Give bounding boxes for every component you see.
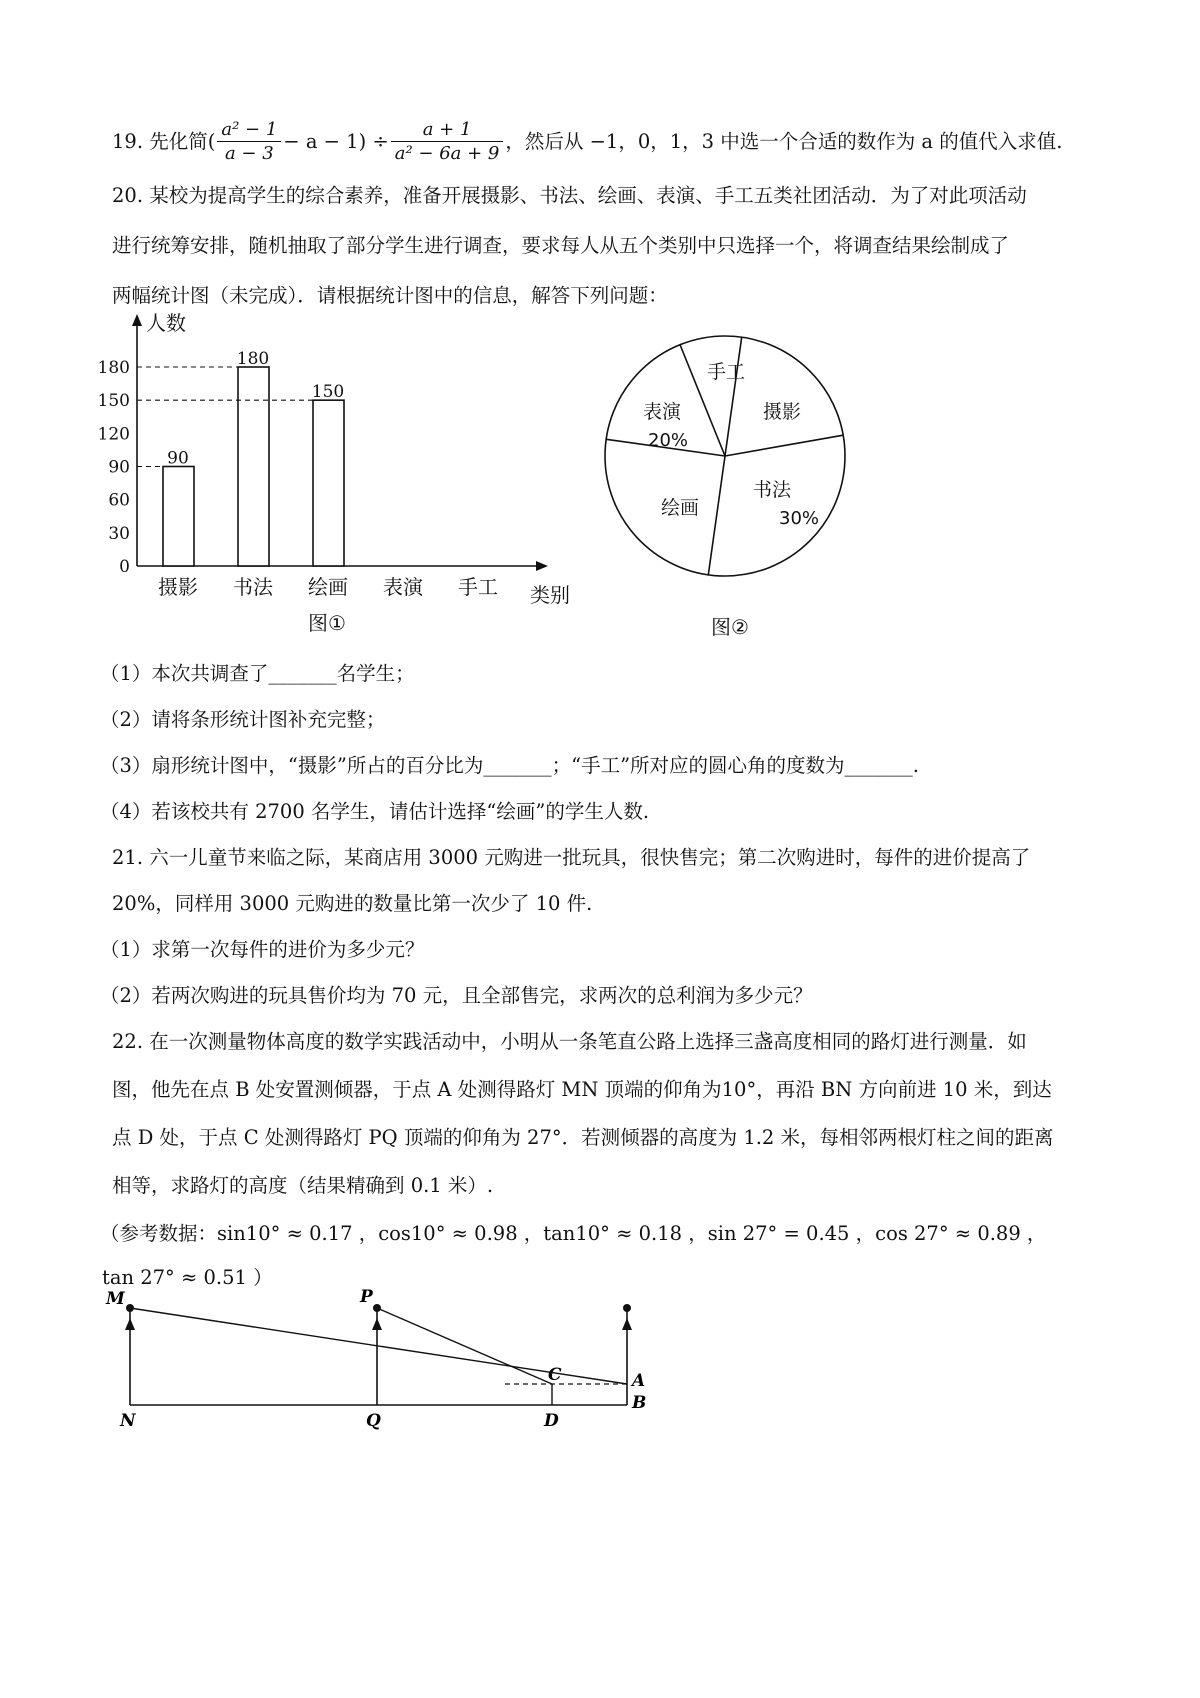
y-tick-label: 30 [108,523,130,544]
bar [163,467,194,567]
q21-sub-2: （2）若两次购进的玩具售价均为 70 元，且全部售完，求两次的总利润为多少元？ [100,984,813,1007]
q22-line-3: 点 D 处，于点 C 处测得路灯 PQ 顶端的仰角为 27°．若测倾器的高度为 1.2 米，每相邻两根灯柱之间的距离 [112,1126,1054,1149]
bars [137,349,344,566]
x-category-label: 手工 [458,575,498,599]
pie-label-biaoyan: 表演 [643,401,682,423]
point-label-a: A [632,1371,646,1391]
point-label-p: P [360,1287,373,1307]
q21-line-2: 20%，同样用 3000 元购进的数量比第一次少了 10 件. [112,892,593,915]
point-label-d: D [544,1411,559,1431]
x-category-label: 表演 [383,575,423,599]
q19-f2-denominator: a² − 6a + 9 [394,143,500,164]
q19-f2-numerator: a + 1 [391,119,504,142]
y-tick-label: 180 [97,358,130,378]
pie-chart [585,332,865,652]
bar-data-label: 150 [311,382,345,403]
q19-post: ，然后从 −1，0，1，3 中选一个合适的数作为 a 的值代入求值. [505,130,1063,153]
q19-f1-denominator: a − 3 [224,143,274,164]
q20-line-3: 两幅统计图（未完成）．请根据统计图中的信息，解答下列问题： [112,284,668,307]
pie-percent-shufa: 30% [779,508,820,529]
y-tick-label: 60 [108,490,130,511]
lamp-pq-arrow [372,1318,382,1330]
pie-label-shougong: 手工 [707,361,746,383]
q19-mid: − a − 1) ÷ [283,130,389,153]
y-tick-label: 0 [119,557,130,577]
streetlamp-figure [100,1287,660,1440]
x-category-label: 摄影 [158,575,198,599]
pie-divider [725,435,843,456]
chart-2-caption: 图② [711,615,749,639]
pie-percent-biaoyan: 20% [648,430,689,451]
y-axis-label: 人数 [146,311,186,335]
lamp-mn-arrow [125,1318,135,1330]
pie-label-sheying: 摄影 [763,401,802,423]
x-axis-arrow [536,561,548,571]
q20-sub-1: （1）本次共调查了_______名学生； [100,662,415,685]
bar-data-label: 90 [167,448,189,469]
q19-f1-numerator: a² − 1 [217,119,281,142]
lamp-3-arrow [622,1318,632,1330]
y-tick-label: 120 [97,424,130,445]
q19-pre: 先化简 [149,130,208,153]
y-ticks [98,358,130,577]
x-categories [158,575,498,599]
q22-reference-2: tan 27° ≈ 0.51 ） [102,1266,273,1289]
q21-sub-1: （1）求第一次每件的进价为多少元？ [100,938,425,961]
point-label-q: Q [366,1411,381,1431]
point-label-n: N [120,1411,136,1431]
y-axis-arrow [132,314,142,326]
q22-line-1: 22. 在一次测量物体高度的数学实践活动中，小明从一条笔直公路上选择三盏高度相同的路灯进行测量．如 [112,1030,1027,1053]
q19-number: 19. [112,130,144,153]
q22-reference-1: （参考数据：sin10° ≈ 0.17 ，cos10° ≈ 0.98 ，tan10° ≈ 0.18 ，sin 27° = 0.45 ，cos 27° ≈ 0.89 ， [100,1222,1047,1245]
q22-line-4: 相等，求路灯的高度（结果精确到 0.1 米）. [112,1174,494,1197]
pie-divider [708,456,725,575]
x-category-label: 书法 [233,575,273,599]
q20-sub-4: （4）若该校共有 2700 名学生，请估计选择“绘画”的学生人数. [100,800,650,823]
y-tick-label: 90 [108,457,130,478]
bar [238,367,269,566]
point-label-b: B [632,1393,647,1413]
y-tick-label: 150 [97,391,130,412]
bar [313,400,344,566]
chart-1-caption: 图① [308,611,346,635]
x-axis-label: 类别 [530,583,570,607]
sight-line-cp [377,1308,552,1384]
pie-divider [725,337,742,456]
point-label-m: M [106,1289,125,1309]
q22-line-2: 图，他先在点 B 处安置测倾器，于点 A 处测得路灯 MN 顶端的仰角为10°，再沿 BN 方向前进 10 米，到达 [112,1078,1052,1101]
x-category-label: 绘画 [308,575,348,599]
q20-line-1: 20. 某校为提高学生的综合素养，准备开展摄影、书法、绘画、表演、手工五类社团活动．为了对此项活动 [112,184,1027,207]
point-label-c: C [548,1365,562,1385]
bar-chart [97,311,570,635]
bar-data-label: 180 [236,349,270,369]
q21-line-1: 21. 六一儿童节来临之际，某商店用 3000 元购进一批玩具，很快售完；第二次购进时，每件的进价提高了 [112,846,1031,869]
q20-sub-3: （3）扇形统计图中，“摄影”所占的百分比为_______；“手工”所对应的圆心角的度数为_______. [100,754,919,777]
q19-fraction-1 [217,119,281,166]
q19-fraction-2 [391,119,504,166]
pie-label-huihua: 绘画 [661,497,700,519]
q20-sub-2: （2）请将条形统计图补充完整； [100,708,386,731]
lamp-3-top [623,1304,631,1312]
pie-label-shufa: 书法 [753,479,792,501]
question-19: 19. 先化简( $\frac{\text{a² − 1}}{a - 3}$ − a − 1) ÷ $\frac{a + 1}{\text{a² − 6a + 9}}$ ，然后从 −1，0，1，3 中选一个合适的数作为 a 的值代入求值. [112,119,1063,164]
q20-line-2: 进行统筹安排，随机抽取了部分学生进行调查，要求每人从五个类别中只选择一个，将调查结果绘制成了 [112,234,1010,257]
